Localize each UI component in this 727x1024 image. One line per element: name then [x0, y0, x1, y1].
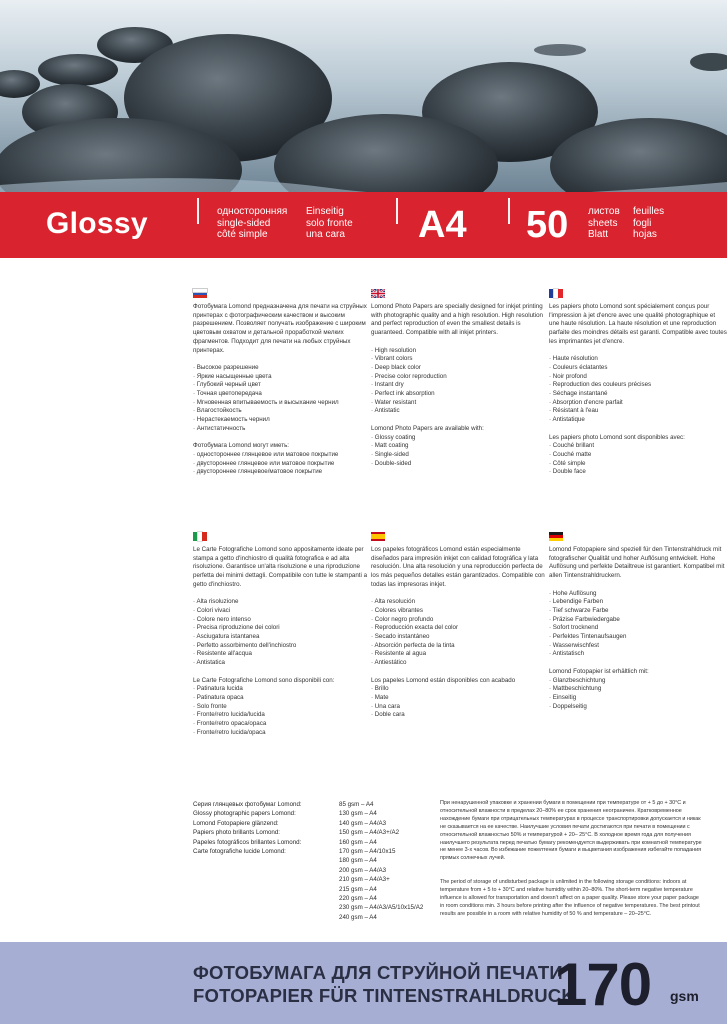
list-item: · Côté simple [549, 460, 727, 469]
intro-text: Фотобумага Lomond предназначена для печати на струйных принтерах с фотографическим качеством и высоким разрешением. Позволяет получать изображение с широким цветовым охватом и детальной проработкой мелких фрагментов. Подходит для печати на любых струйных принтерах. [193, 303, 367, 354]
lang-block-de [549, 532, 727, 720]
intro-text: Les papiers photo Lomond sont spécialement conçus pour l'impression à jet d'encre avec une qualité photographique et une haute résolution. La haute résolution et une reproduction parfaite des moindres détails est garanti. Compatible avec toutes les imprimantes jet d'encre. [549, 303, 727, 345]
list-item: · Precise color reproduction [371, 373, 549, 382]
list-item: · Colori vivaci [193, 607, 371, 616]
list-item: · Fronte/retro lucida/opaca [193, 729, 371, 738]
format-label: A4 [418, 204, 467, 246]
availability-title: Le Carte Fotografiche Lomond sono disponibili con: [193, 676, 335, 684]
list-item: 240 gsm – A4 [339, 913, 377, 921]
storage-note-ru: При ненарушенной упаковке и хранении бумаги в помещении при температуре от + 5 до + 30°С и относительной влажности в пределах 20–80% ее срок хранения неограничен. Кратковременное нахождение бумаги при отрицательных температурах в процессе транспортировки допускается и никак не сказывается на ее качестве. Наилучшие условия печати достигаются при печати в помещении с относительной влажностью 50% и температурой + 20– 25°С. В холодное время года для получения наилучшего результата перед печатью бумагу рекомендуется выдерживать при комнатной температуре не менее 3-х часов. Во избежание пожелтения бумаги и выцветания изображения избегайте попадания прямых солнечных лучей. [440, 800, 702, 862]
list-item: 200 gsm – A4/A3 [339, 866, 387, 874]
list-item: · одностороннее глянцевое или матовое покрытие [193, 451, 371, 460]
list-item: · Matt coating [371, 442, 549, 451]
list-item: · Couleurs éclatantes [549, 364, 727, 373]
list-item: · Noir profond [549, 373, 727, 382]
series-name: Glossy photographic papers Lomond: [193, 810, 296, 818]
list-item: · Couché matte [549, 451, 727, 460]
sided-label-group-2 [306, 206, 353, 241]
feature-list [371, 598, 549, 668]
list-item: · Perfect ink absorption [371, 390, 549, 399]
list-item: · Sofort trocknend [549, 624, 727, 633]
list-item: 150 gsm – A4/A3+/A2 [339, 829, 400, 837]
list-item: · Resistente all'acqua [193, 650, 371, 659]
availability-title: Los papeles Lomond están disponibles con acabado [371, 676, 516, 684]
list-item: · Résistant à l'eau [549, 407, 727, 416]
feature-list [549, 590, 727, 660]
list-item: · двустороннее глянцевое или матовое покрытие [193, 460, 371, 469]
product-name: Glossy [46, 207, 148, 240]
list-item: · Perfektes Tintenaufsaugen [549, 633, 727, 642]
series-name: Papeles fotográficos brillantes Lomond: [193, 838, 302, 846]
list-item: · Glanzbeschichtung [549, 677, 727, 686]
footer-band [0, 942, 727, 1024]
list-item: · Alta resolución [371, 598, 549, 607]
series-name: Carte fotografiche lucide Lomond: [193, 848, 286, 856]
list-item: · Reproduction des couleurs précises [549, 381, 727, 390]
list-item: · Single-sided [371, 451, 549, 460]
intro-text: Lomond Photo Papers are specially designed for inkjet printing with photographic quality and a high resolution. High resolution and perfect reproduction of even the smallest details is guaranteed. Compatible with all inkjet printers. [371, 303, 543, 337]
unit-es: hojas [633, 229, 657, 240]
list-item: · Precisa riproduzione dei colori [193, 624, 371, 633]
feature-list [193, 364, 371, 434]
list-item: · Alta risoluzione [193, 598, 371, 607]
uk-flag-icon [371, 289, 385, 298]
sided-label-group [217, 206, 287, 241]
weight-list [339, 800, 429, 922]
band-divider [508, 198, 510, 224]
list-item: · Нерастекаемость чернил [193, 416, 371, 425]
list-item: · Color negro profundo [371, 616, 549, 625]
list-item: · Antiestático [371, 659, 549, 668]
spain-flag-icon [371, 532, 385, 541]
list-item: · Vibrant colors [371, 355, 549, 364]
list-item: · Tief schwarze Farbe [549, 607, 727, 616]
series-name: Lomond Fotopapiere glänzend: [193, 819, 279, 827]
list-item: · Глубокий черный цвет [193, 381, 371, 390]
list-item: · Secado instantáneo [371, 633, 549, 642]
sided-es: una cara [306, 229, 345, 240]
list-item: 140 gsm – A4/A3 [339, 819, 387, 827]
sided-de: Einseitig [306, 206, 344, 217]
list-item: · Patinatura opaca [193, 694, 371, 703]
intro-text: Los papeles fotográficos Lomond están especialmente diseñados para impresión inkjet con calidad fotográfica y lata resolución. Una alta resolución y una reproducción perfecta de los más pequeños detalles están garantizados. Compatible con todas las impresoras inkjet. [371, 546, 545, 588]
series-name: Papiers photo brillants Lomond: [193, 829, 281, 837]
list-item: · Влагостойкость [193, 407, 371, 416]
availability-title: Lomond Fotopapier ist erhältlich mit: [549, 667, 649, 675]
lang-block-it [193, 532, 371, 746]
sided-ru: односторонняя [217, 206, 288, 217]
list-item: · Doppelseitig [549, 703, 727, 712]
list-item: · Einseitig [549, 694, 727, 703]
list-item: · Patinatura lucida [193, 685, 371, 694]
lang-block-ru [193, 289, 371, 486]
unit-de: Blatt [588, 229, 609, 240]
list-item: · Antistatic [371, 407, 549, 416]
series-names [193, 800, 343, 856]
list-item: · Яркие насыщенные цвета [193, 373, 371, 382]
list-item: · Deep black color [371, 364, 549, 373]
paper-weight: 170 [554, 951, 652, 1018]
header-photo [0, 0, 727, 192]
availability-list [193, 685, 371, 737]
list-item: · Perfetto assorbimento dell'inchiostro [193, 642, 371, 651]
list-item: 210 gsm – A4/A3+ [339, 876, 390, 884]
unit-en: sheets [588, 217, 618, 229]
feature-list [371, 347, 549, 417]
list-item: · Antistatica [193, 659, 371, 668]
availability-title: Lomond Photo Papers are available with: [371, 424, 484, 432]
unit-it: fogli [633, 217, 652, 229]
list-item: · Antistatique [549, 416, 727, 425]
series-name: Серия глянцевых фотобумаг Lomond: [193, 801, 302, 808]
availability-list [549, 677, 727, 712]
list-item: · Couché brillant [549, 442, 727, 451]
list-item: 170 gsm – A4/10x15 [339, 848, 396, 856]
list-item: 220 gsm – A4 [339, 895, 377, 903]
list-item: · Absorption d'encre parfait [549, 399, 727, 408]
france-flag-icon [549, 289, 563, 298]
list-item: · High resolution [371, 347, 549, 356]
sided-en: single-sided [217, 217, 271, 229]
footer-title-de: FOTOPAPIER FÜR TINTENSTRAHLDRUCK [193, 985, 575, 1006]
list-item: · Haute résolution [549, 355, 727, 364]
list-item: · Мгновенная впитываемость и высыхание чернил [193, 399, 371, 408]
sheet-count: 50 [526, 204, 569, 246]
list-item: · Una cara [371, 703, 549, 712]
list-item: · Colores vibrantes [371, 607, 549, 616]
list-item: 160 gsm – A4 [339, 838, 377, 846]
list-item: · Reproducción exacta del color [371, 624, 549, 633]
italy-flag-icon [193, 532, 207, 541]
list-item: · Fronte/retro opaca/opaca [193, 720, 371, 729]
feature-list [549, 355, 727, 425]
list-item: · Mate [371, 694, 549, 703]
list-item: 215 gsm – A4 [339, 885, 377, 893]
storage-note-en: The period of storage of undisturbed package is unlimited in the following storage conditions: indoors at temperature from + 5 to + 30°C and relative humidity within 20–80%. The short-term negative temperature influence is allowed for transportation and doesn't affect on a paper quality. Please store your paper package in room conditions min. 3 hours before printing after the influence of negative temperatures. The best printout results are possible in a room with relative humidity of 50 % and temperature – 20–25°C. [440, 879, 700, 917]
list-item: · Absorción perfecta de la tinta [371, 642, 549, 651]
list-item: · Glossy coating [371, 434, 549, 443]
product-band [0, 192, 727, 258]
unit-ru: листов [588, 206, 620, 217]
list-item: · Präzise Farbwiedergabe [549, 616, 727, 625]
paper-weight-unit: gsm [670, 988, 699, 1004]
list-item: · Colore nero intenso [193, 616, 371, 625]
unit-fr: feuilles [633, 206, 665, 217]
list-item: · Lebendige Farben [549, 598, 727, 607]
list-item: · Séchage instantané [549, 390, 727, 399]
lang-block-es [371, 532, 549, 729]
list-item: · Антистатичность [193, 425, 371, 434]
list-item: · Doble cara [371, 711, 549, 720]
list-item: · Resistente al agua [371, 650, 549, 659]
band-divider [396, 198, 398, 224]
list-item: · Wasserwischfest [549, 642, 727, 651]
list-item: · Water resistant [371, 399, 549, 408]
list-item: · Instant dry [371, 381, 549, 390]
list-item: · Asciugatura istantanea [193, 633, 371, 642]
list-item: 130 gsm – A4 [339, 810, 377, 818]
list-item: · двустороннее глянцевое/матовое покрытие [193, 468, 371, 477]
russia-flag-icon [193, 289, 207, 298]
list-item: 230 gsm – A4/A3/A5/10x15/A2 [339, 904, 424, 912]
list-item: · Mattbeschichtung [549, 685, 727, 694]
lang-block-en [371, 289, 549, 477]
band-divider [197, 198, 199, 224]
availability-list [371, 685, 549, 720]
intro-text: Le Carte Fotografiche Lomond sono appositamente ideate per stampa a getto d'inchiostro di qualità fotografica e ad alta risoluzione. Garantisce un'alta risoluzione e una riproduzione perfetta dei minimi dettagli. Compatibile con tutte le stampanti a getto d'inchiostro. [193, 546, 368, 588]
footer-title-ru: ФОТОБУМАГА ДЛЯ СТРУЙНОЙ ПЕЧАТИ [193, 962, 563, 983]
list-item: 85 gsm – A4 [339, 801, 374, 808]
availability-title: Фотобумага Lomond могут иметь: [193, 442, 290, 450]
sided-it: solo fronte [306, 217, 353, 229]
unit-label-group [588, 206, 620, 241]
list-item: · Brillo [371, 685, 549, 694]
sided-fr: côté simple [217, 229, 268, 240]
list-item: · Высокое разрешение [193, 364, 371, 373]
list-item: · Solo fronte [193, 703, 371, 712]
germany-flag-icon [549, 532, 563, 541]
feature-list [193, 598, 371, 668]
list-item: · Fronte/retro lucida/lucida [193, 711, 371, 720]
lang-block-fr [549, 289, 727, 486]
list-item: 180 gsm – A4 [339, 857, 377, 865]
list-item: · Double face [549, 468, 727, 477]
availability-list [371, 434, 549, 469]
availability-title: Les papiers photo Lomond sont disponibles avec: [549, 433, 685, 441]
unit-label-group-2 [633, 206, 664, 241]
list-item: · Hohe Auflösung [549, 590, 727, 599]
availability-list [549, 442, 727, 477]
list-item: · Double-sided [371, 460, 549, 469]
availability-list [193, 451, 371, 477]
list-item: · Точная цветопередача [193, 390, 371, 399]
list-item: · Antistatisch [549, 650, 727, 659]
intro-text: Lomond Fotopapiere sind speziell für den Tintenstrahldruck mit fotografischer Qualität und hoher Auflösung entwickelt. Hohe Auflösung und perfekte Detailtreue ist garantiert. Kompatibel mit allen Tintenstrahldruckern. [549, 546, 725, 580]
